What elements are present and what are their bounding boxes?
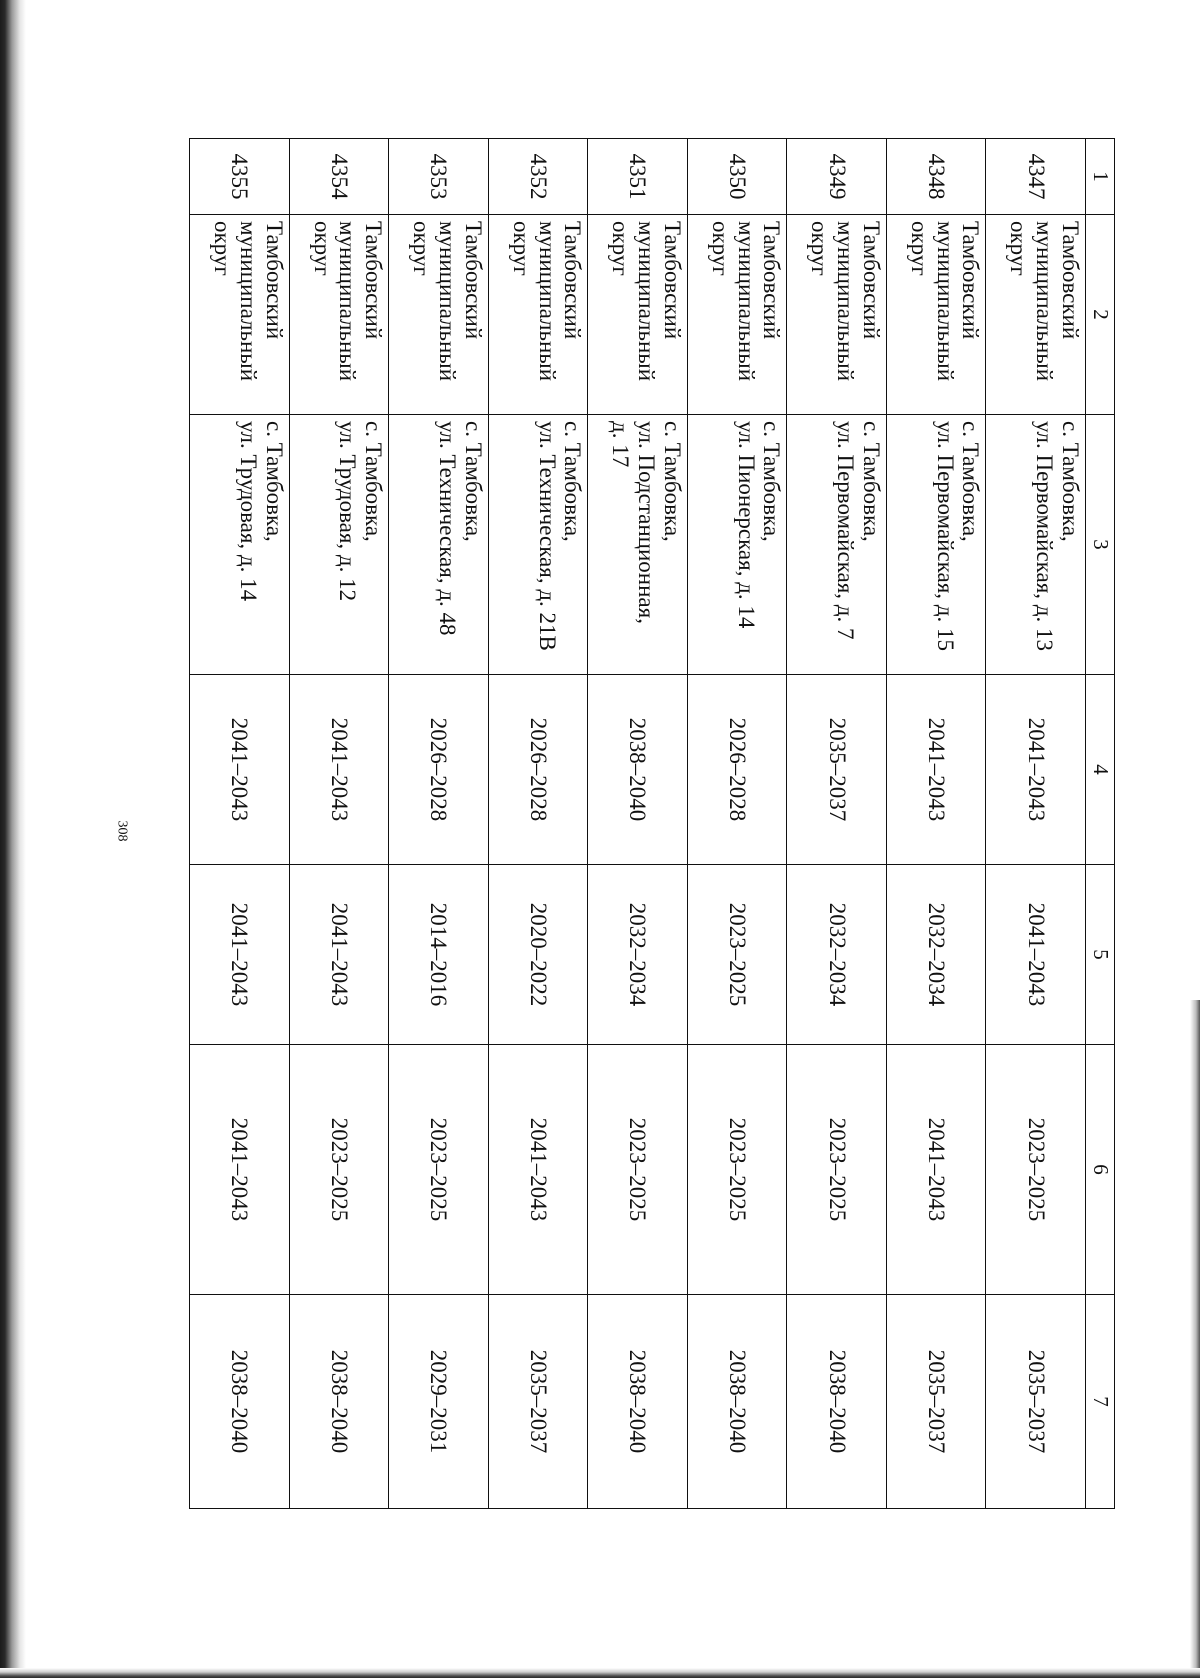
period-cell-c5: 2041–2043	[190, 865, 290, 1045]
district-line: округ	[807, 221, 833, 276]
period-cell-c4: 2035–2037	[787, 675, 887, 865]
address-cell	[588, 415, 688, 675]
period-cell-c4: 2026–2028	[389, 675, 489, 865]
period-cell-c7: 2038–2040	[289, 1295, 389, 1509]
address-line: с. Тамбовка,	[460, 421, 486, 542]
table-row	[488, 139, 588, 1509]
district-line: муниципальный	[534, 221, 560, 382]
period-cell-c5: 2014–2016	[389, 865, 489, 1045]
district-line: Тамбовский	[560, 221, 586, 340]
district-cell	[190, 215, 290, 415]
address-line: с. Тамбовка,	[261, 421, 287, 542]
address-line: с. Тамбовка,	[361, 421, 387, 542]
table-body	[190, 139, 1086, 1509]
row-id-cell: 4350	[687, 139, 787, 215]
table-row	[389, 139, 489, 1509]
period-cell-c4: 2041–2043	[886, 675, 986, 865]
address-cell	[687, 415, 787, 675]
table-row	[787, 139, 887, 1509]
address-cell	[886, 415, 986, 675]
district-line: округ	[210, 221, 236, 276]
address-line: д. 17	[608, 421, 634, 468]
address-cell	[389, 415, 489, 675]
district-cell	[986, 215, 1086, 415]
district-line: Тамбовский	[361, 221, 387, 340]
table-row	[190, 139, 290, 1509]
period-cell-c7: 2038–2040	[190, 1295, 290, 1509]
period-cell-c4: 2041–2043	[289, 675, 389, 865]
period-cell-c6: 2023–2025	[986, 1045, 1086, 1295]
district-line: округ	[906, 221, 932, 276]
period-cell-c5: 2032–2034	[886, 865, 986, 1045]
district-line: муниципальный	[733, 221, 759, 382]
address-cell	[190, 415, 290, 675]
period-cell-c4: 2038–2040	[588, 675, 688, 865]
district-cell	[389, 215, 489, 415]
row-id-cell: 4353	[389, 139, 489, 215]
district-cell	[687, 215, 787, 415]
address-line: ул. Первомайская, д. 15	[932, 421, 958, 651]
header-row	[1086, 139, 1115, 1509]
address-line: ул. Первомайская, д. 13	[1032, 421, 1058, 651]
district-cell	[289, 215, 389, 415]
period-cell-c7: 2038–2040	[787, 1295, 887, 1509]
district-cell	[588, 215, 688, 415]
district-line: Тамбовский	[261, 221, 287, 340]
district-line: округ	[409, 221, 435, 276]
district-cell	[488, 215, 588, 415]
period-cell-c4: 2041–2043	[190, 675, 290, 865]
header-col-6: 6	[1086, 1045, 1115, 1295]
row-id-cell: 4347	[986, 139, 1086, 215]
period-cell-c4: 2041–2043	[986, 675, 1086, 865]
period-cell-c6: 2023–2025	[389, 1045, 489, 1295]
address-line: ул. Трудовая, д. 12	[335, 421, 361, 602]
address-line: с. Тамбовка,	[759, 421, 785, 542]
table-row	[986, 139, 1086, 1509]
address-cell	[289, 415, 389, 675]
address-line: ул. Подстанционная,	[634, 421, 660, 624]
period-cell-c7: 2029–2031	[389, 1295, 489, 1509]
district-line: Тамбовский	[460, 221, 486, 340]
header-col-5: 5	[1086, 865, 1115, 1045]
header-col-1: 1	[1086, 139, 1115, 215]
table-row	[289, 139, 389, 1509]
period-cell-c6: 2023–2025	[588, 1045, 688, 1295]
page-number: 308	[114, 820, 130, 842]
period-cell-c5: 2020–2022	[488, 865, 588, 1045]
row-id-cell: 4348	[886, 139, 986, 215]
address-line: с. Тамбовка,	[560, 421, 586, 542]
district-line: муниципальный	[235, 221, 261, 382]
period-cell-c6: 2041–2043	[488, 1045, 588, 1295]
address-line: ул. Первомайская, д. 7	[833, 421, 859, 640]
district-line: муниципальный	[434, 221, 460, 382]
data-table	[189, 138, 1115, 1509]
period-cell-c5: 2032–2034	[588, 865, 688, 1045]
address-line: ул. Техническая, д. 48	[434, 421, 460, 636]
district-line: округ	[508, 221, 534, 276]
row-id-cell: 4351	[588, 139, 688, 215]
scan-edge-right	[1190, 1000, 1200, 1678]
table-row	[588, 139, 688, 1509]
address-cell	[986, 415, 1086, 675]
district-line: Тамбовский	[958, 221, 984, 340]
district-cell	[787, 215, 887, 415]
district-line: Тамбовский	[659, 221, 685, 340]
period-cell-c5: 2041–2043	[289, 865, 389, 1045]
header-col-3: 3	[1086, 415, 1115, 675]
period-cell-c7: 2035–2037	[986, 1295, 1086, 1509]
district-line: муниципальный	[833, 221, 859, 382]
address-line: с. Тамбовка,	[1058, 421, 1083, 542]
address-line: с. Тамбовка,	[659, 421, 685, 542]
period-cell-c7: 2038–2040	[588, 1295, 688, 1509]
address-line: с. Тамбовка,	[958, 421, 984, 542]
rotated-table-container	[189, 138, 1115, 1508]
district-line: Тамбовский	[759, 221, 785, 340]
row-id-cell: 4355	[190, 139, 290, 215]
district-line: округ	[1006, 221, 1032, 276]
row-id-cell: 4352	[488, 139, 588, 215]
period-cell-c7: 2035–2037	[488, 1295, 588, 1509]
table-row	[687, 139, 787, 1509]
address-line: ул. Трудовая, д. 14	[235, 421, 261, 602]
address-line: с. Тамбовка,	[858, 421, 884, 542]
address-line: ул. Техническая, д. 21В	[534, 421, 560, 651]
district-cell	[886, 215, 986, 415]
district-line: муниципальный	[1032, 221, 1058, 382]
district-line: округ	[707, 221, 733, 276]
period-cell-c7: 2035–2037	[886, 1295, 986, 1509]
district-line: муниципальный	[335, 221, 361, 382]
period-cell-c6: 2023–2025	[787, 1045, 887, 1295]
district-line: Тамбовский	[858, 221, 884, 340]
district-line: муниципальный	[634, 221, 660, 382]
scan-edge-bottom	[0, 1668, 1200, 1678]
header-col-7: 7	[1086, 1295, 1115, 1509]
district-line: округ	[608, 221, 634, 276]
district-line: муниципальный	[932, 221, 958, 382]
header-col-2: 2	[1086, 215, 1115, 415]
district-line: округ	[309, 221, 335, 276]
period-cell-c5: 2032–2034	[787, 865, 887, 1045]
period-cell-c6: 2041–2043	[190, 1045, 290, 1295]
address-line: ул. Пионерская, д. 14	[733, 421, 759, 629]
row-id-cell: 4349	[787, 139, 887, 215]
address-cell	[488, 415, 588, 675]
period-cell-c5: 2023–2025	[687, 865, 787, 1045]
table-row	[886, 139, 986, 1509]
scan-edge-left	[0, 0, 26, 1678]
period-cell-c4: 2026–2028	[488, 675, 588, 865]
row-id-cell: 4354	[289, 139, 389, 215]
address-cell	[787, 415, 887, 675]
period-cell-c7: 2038–2040	[687, 1295, 787, 1509]
period-cell-c4: 2026–2028	[687, 675, 787, 865]
period-cell-c6: 2023–2025	[687, 1045, 787, 1295]
district-line: Тамбовский	[1058, 221, 1083, 340]
period-cell-c5: 2041–2043	[986, 865, 1086, 1045]
header-col-4: 4	[1086, 675, 1115, 865]
period-cell-c6: 2023–2025	[289, 1045, 389, 1295]
period-cell-c6: 2041–2043	[886, 1045, 986, 1295]
